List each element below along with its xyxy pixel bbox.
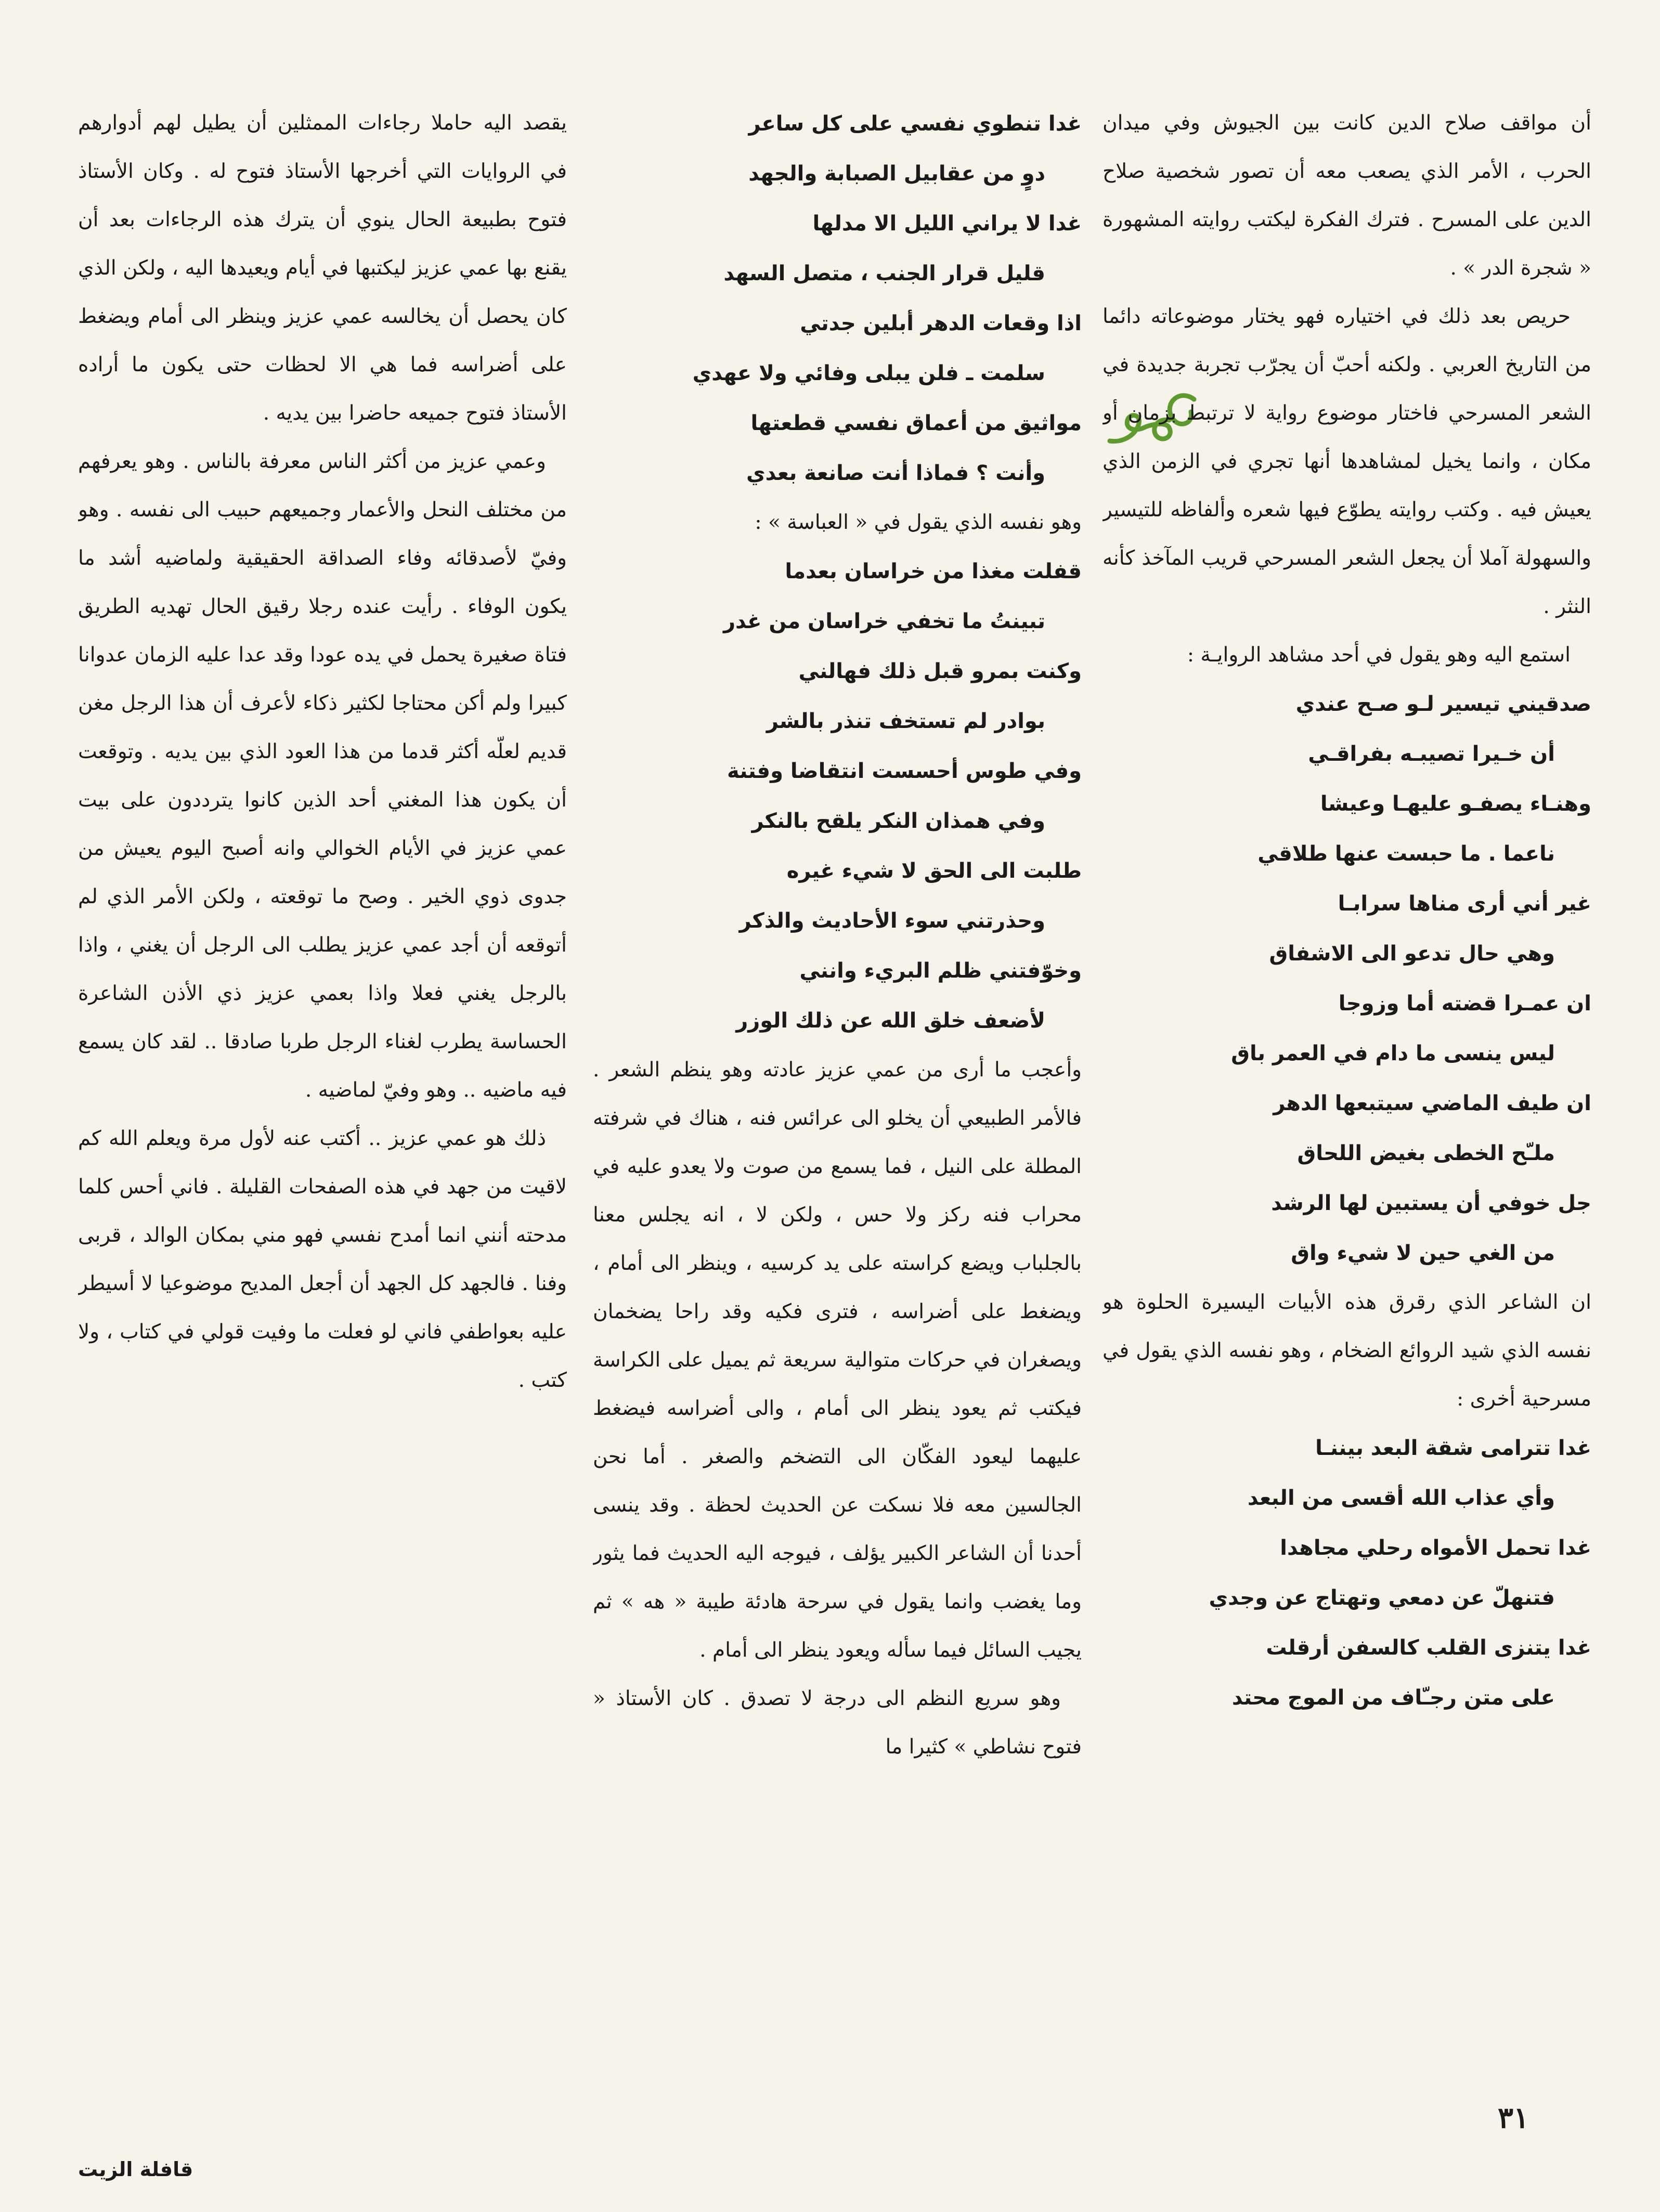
verse-line: قفلت مغذا من خراسان بعدما — [785, 559, 1082, 583]
body-paragraph: أن مواقف صلاح الدين كانت بين الجيوش وفي ميدان الحرب ، الأمر الذي يصعب معه أن تصور شخصية صلاح الدين على المسرح . فترك الفكرة ليكتب روايته المشهورة « شجرة الدر » . — [1103, 111, 1591, 280]
verse-line: فتنهلّ عن دمعي وتهتاج عن وجدي — [1209, 1586, 1555, 1610]
verse-line: وفي همذان النكر يلقح بالنكر — [751, 809, 1045, 833]
verse-line: اذا وقعات الدهر أبلين جدتي — [800, 311, 1082, 335]
verse-line: غدا يتنزى القلب كالسفن أرقلت — [1266, 1636, 1591, 1660]
verse-line: سلمت ـ فلن يبلى وفائي ولا عهدي — [692, 361, 1045, 385]
column-left — [78, 99, 567, 2064]
page-number: ٣١ — [1498, 2101, 1529, 2135]
verse-line: بوادر لم تستخف تنذر بالشر — [766, 709, 1045, 733]
body-paragraph: وهو نفسه الذي يقول في « العباسة » : — [755, 511, 1082, 534]
verse-line: غدا لا يراني الليل الا مدلها — [812, 212, 1082, 236]
verse-line: وهنـاء يصفـو عليهـا وعيشا — [1320, 792, 1591, 816]
verse-line: وخوّفتني ظلم البريء وانني — [799, 959, 1082, 983]
magazine-name: قافلة الزيت — [78, 2158, 193, 2181]
body-paragraph: وأعجب ما أرى من عمي عزيز عادته وهو ينظم الشعر . فالأمر الطبيعي أن يخلو الى عرائس فنه ، هناك في شرفته المطلة على النيل ، فما يسمع من صوت ولا يعدو عليه في محراب فنه ركز ولا حس ، ولكن لا ، انه يجلس معنا بالجلباب ويضع كراسته على يد كرسيه ، وينظر الى أمام ، ويضغط على أضراسه ، فترى فكيه وقد راحا يضخمان ويصغران في حركات متوالية سريعة ثم يميل على الكراسة فيكتب ثم يعود ينظر الى أمام ، والى أضراسه فيضغط عليهما ليعود الفكّان الى التضخم والصغر . أما نحن الجالسين معه فلا نسكت عن الحديث لحظة . وقد ينسى أحدنا أن الشاعر الكبير يؤلف ، فيوجه اليه الحديث فما يثور وما يغضب وانما يقول في سرحة هادئة طيبة « هه » ثم يجيب السائل فيما سأله ويعود ينظر الى أمام . — [593, 1058, 1082, 1662]
verse-line: تبينتُ ما تخفي خراسان من غدر — [723, 609, 1045, 633]
verse-line: صدقيني تيسير لـو صـح عندي — [1295, 692, 1591, 716]
body-paragraph: ذلك هو عمي عزيز .. أكتب عنه لأول مرة ويعلم الله كم لاقيت من جهد في هذه الصفحات القليلة . فاني أحس كلما مدحته أنني انما أمدح نفسي فهو مني بمكان الوالد ، قربى وفنا . فالجهد كل الجهد أن أجعل المديح موضوعيا لا أسيطر عليه بعواطفي فاني لو فعلت ما وفيت قولي في كتاب ، ولا كتب . — [78, 1127, 567, 1392]
verse-line: ليس ينسى ما دام في العمر باق — [1231, 1042, 1555, 1065]
verse-line: جل خوفي أن يستبين لها الرشد — [1271, 1191, 1591, 1215]
verse-line: وكنت بمرو قبل ذلك فهالني — [798, 659, 1082, 683]
verse-line: أن خـيرا تصيبـه بفراقـي — [1308, 742, 1555, 766]
body-paragraph: وعمي عزيز من أكثر الناس معرفة بالناس . وهو يعرفهم من مختلف النحل والأعمار وجميعهم حبيب الى نفسه . وهو وفيّ لأصدقائه وفاء الصداقة الحقيقية ولماضيه أشد ما يكون الوفاء . رأيت عنده رجلا رقيق الحال تهديه الطريق فتاة صغيرة يحمل في يده عودا وقد عدا عليه الزمان عدوانا كبيرا ولم أكن محتاجا لكثير ذكاء لأعرف أن هذا الرجل مغن قديم لعلّه أكثر قدما من هذا العود الذي بين يديه . وتوقعت أن يكون هذا المغني أحد الذين كانوا يترددون على بيت عمي عزيز في الأيام الخوالي وانه أصبح اليوم يعيش من جدوى ذوي الخير . وصح ما توقعته ، ولكن الأمر الذي لم أتوقعه أن أجد عمي عزيز يطلب الى الرجل أن يغني ، واذا بالرجل يغني فعلا واذا بعمي عزيز ذي الأذن الشاعرة الحساسة يطرب لغناء الرجل طربا صادقا .. لقد كان يسمع فيه ماضيه .. وهو وفيّ لماضيه . — [78, 450, 567, 1102]
verse-line: وأي عذاب الله أقسى من البعد — [1247, 1486, 1555, 1510]
verse-line: لأضعف خلق الله عن ذلك الوزر — [736, 1009, 1045, 1033]
verse-line: مواثيق من أعماق نفسي قطعتها — [750, 411, 1082, 435]
verse-line: غير أني أرى مناها سرابـا — [1338, 892, 1591, 916]
verse-line: ناعما . ما حبست عنها طلاقي — [1257, 842, 1555, 866]
column-right — [1103, 99, 1591, 2064]
verse-line: وحذرتني سوء الأحاديث والذكر — [739, 909, 1045, 933]
verse-line: غدا تترامى شقة البعد بيننـا — [1315, 1436, 1591, 1460]
verse-line: من الغي حين لا شيء واق — [1291, 1241, 1555, 1265]
verse-line: وهي حال تدعو الى الاشفاق — [1269, 942, 1555, 966]
verse-line: قليل قرار الجنب ، متصل السهد — [723, 262, 1045, 285]
verse-line: ملـّح الخطى بغيض اللحاق — [1297, 1141, 1555, 1165]
verse-line: ان عمـرا قضته أما وزوجا — [1338, 992, 1591, 1016]
verse-line: غدا تحمل الأمواه رحلي مجاهدا — [1280, 1536, 1591, 1560]
body-paragraph: ان الشاعر الذي رقرق هذه الأبيات اليسيرة الحلوة هو نفسه الذي شيد الروائع الضخام ، وهو نفسه الذي يقول في مسرحية أخرى : — [1103, 1291, 1591, 1411]
verse-line: ان طيف الماضي سيتبعها الدهر — [1273, 1091, 1591, 1115]
body-paragraph: حريص بعد ذلك في اختياره فهو يختار موضوعاته دائما من التاريخ العربي . ولكنه أحبّ أن يجرّب تجربة جديدة في الشعر المسرحي فاختار موضوع رواية لا ترتبط بزمان أو مكان ، وانما يخيل لمشاهدها أنها تجري في الزمن الذي يعيش فيه . وكتب روايته يطوّع فيها شعره وألفاظه للتيسير والسهولة آملا أن يجعل الشعر المسرحي قريب المآخذ كأنه النثر . — [1103, 305, 1591, 618]
body-paragraph: يقصد اليه حاملا رجاءات الممثلين أن يطيل لهم أدوارهم في الروايات التي أخرجها الأستاذ فتوح له . وكان الأستاذ فتوح بطبيعة الحال ينوي أن يترك هذه الرجاءات بعد أن يقنع بها عمي عزيز ليكتبها في أيام ويعيدها اليه ، ولكن الذي كان يحصل أن يخالسه عمي عزيز وينظر الى أمام ويضغط على أضراسه فما هي الا لحظات حتى يكون ما أراده الأستاذ فتوح جميعه حاضرا بين يديه . — [78, 111, 567, 425]
verse-line: وأنت ؟ فماذا أنت صانعة بعدي — [746, 461, 1045, 485]
verse-line: على متن رجـّاف من الموج محتد — [1231, 1686, 1555, 1710]
verse-line: وفي طوس أحسست انتقاضا وفتنة — [727, 759, 1082, 783]
column-middle — [593, 99, 1082, 2064]
body-paragraph: استمع اليه وهو يقول في أحد مشاهد الروايـة : — [1187, 643, 1571, 667]
body-paragraph: وهو سريع النظم الى درجة لا تصدق . كان الأستاذ « فتوح نشاطي » كثيرا ما — [593, 1687, 1082, 1759]
verse-line: غدا تنطوي نفسي على كل ساعر — [748, 112, 1082, 136]
verse-line: طلبت الى الحق لا شيء غيره — [786, 859, 1082, 883]
verse-line: دوٍ من عقابيل الصبابة والجهد — [748, 162, 1045, 186]
